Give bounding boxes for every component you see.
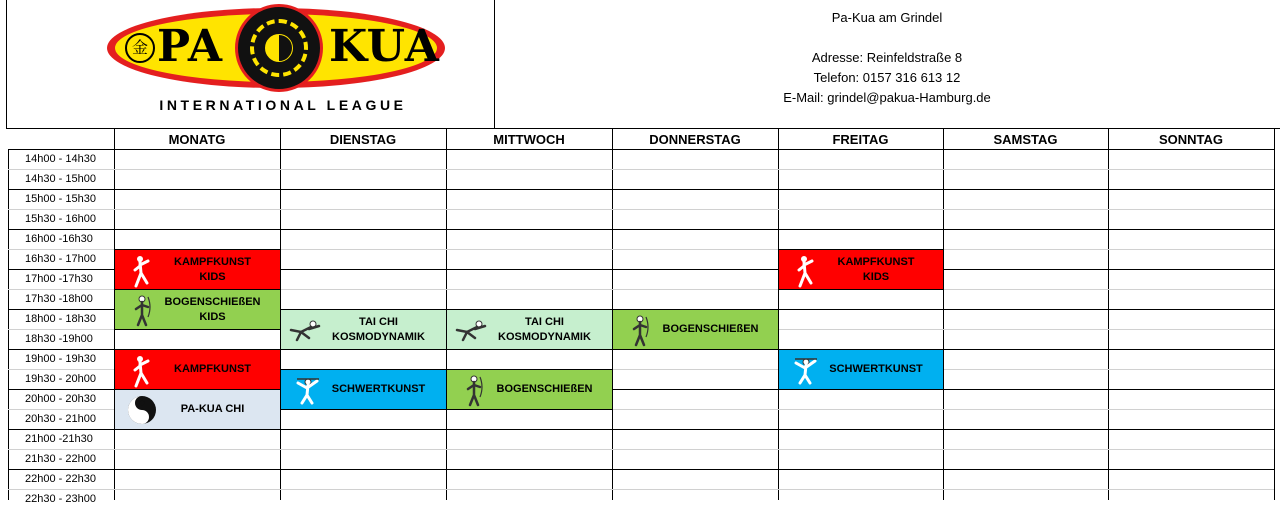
class-block-tai-chi-kosmodynamik[interactable] bbox=[446, 309, 613, 350]
class-name bbox=[155, 350, 270, 389]
grid-hline bbox=[8, 449, 1274, 450]
class-name-line: KOSMODYNAMIK bbox=[332, 330, 425, 343]
class-name-line: KAMPFKUNST bbox=[174, 363, 251, 375]
grid-hline bbox=[8, 489, 1274, 490]
time-slot-label: 21h30 - 22h00 bbox=[25, 453, 96, 465]
time-slot-label: 17h00 -17h30 bbox=[25, 273, 93, 285]
martial-arts-figure-icon bbox=[127, 355, 157, 387]
class-block-bogenschie-en[interactable] bbox=[446, 369, 613, 410]
yin-yang-icon bbox=[265, 34, 293, 62]
logo-emblem-icon: 金 bbox=[125, 33, 155, 63]
class-name bbox=[155, 290, 270, 329]
time-slot-label: 16h30 - 17h00 bbox=[25, 253, 96, 265]
time-slot-label: 20h00 - 20h30 bbox=[25, 393, 96, 405]
day-header-freitag: FREITAG bbox=[832, 132, 889, 147]
time-slot-label: 20h30 - 21h00 bbox=[25, 413, 96, 425]
grid-vline bbox=[1108, 129, 1109, 500]
class-name bbox=[155, 390, 270, 429]
grid-vline bbox=[943, 129, 944, 500]
class-name bbox=[653, 310, 768, 349]
grid-header-line bbox=[8, 149, 1274, 150]
time-slot-label: 16h00 -16h30 bbox=[25, 233, 93, 245]
grid-hline bbox=[8, 189, 1274, 190]
time-slot-label: 22h00 - 22h30 bbox=[25, 473, 96, 485]
header bbox=[6, 0, 1280, 129]
class-name-line: SCHWERTKUNST bbox=[331, 383, 426, 395]
time-slot-label: 14h30 - 15h00 bbox=[25, 173, 96, 185]
contact-info bbox=[494, 0, 1280, 128]
class-name-line: BOGENSCHIEßEN bbox=[164, 295, 261, 308]
time-slot-label: 17h30 -18h00 bbox=[25, 293, 93, 305]
email[interactable]: E-Mail: grindel@pakua-Hamburg.de bbox=[783, 90, 991, 105]
day-header-sonntag: SONNTAG bbox=[1158, 132, 1224, 147]
time-slot-label: 14h00 - 14h30 bbox=[25, 153, 96, 165]
archer-figure-icon bbox=[625, 315, 655, 347]
class-name-line: KIDS bbox=[199, 310, 226, 323]
class-block-kampfkunst[interactable] bbox=[114, 349, 281, 390]
time-slot-label: 19h30 - 20h00 bbox=[25, 373, 96, 385]
day-header-samstag: SAMSTAG bbox=[993, 132, 1058, 147]
class-name bbox=[155, 250, 270, 289]
archer-figure-icon bbox=[127, 295, 157, 327]
time-slot-label: 15h00 - 15h30 bbox=[25, 193, 96, 205]
class-name-line: KIDS bbox=[199, 270, 226, 283]
time-slot-label: 18h30 -19h00 bbox=[25, 333, 93, 345]
class-block-tai-chi-kosmodynamik[interactable] bbox=[280, 309, 447, 350]
day-header-mittwoch: MITTWOCH bbox=[493, 132, 565, 147]
class-name-line: BOGENSCHIEßEN bbox=[662, 323, 759, 335]
grid-hline bbox=[8, 229, 1274, 230]
class-name-line: TAI CHI bbox=[525, 315, 564, 328]
class-name bbox=[819, 250, 933, 289]
class-name-line: KOSMODYNAMIK bbox=[498, 330, 591, 343]
class-name-line: KIDS bbox=[862, 270, 890, 283]
phone: Telefon: 0157 316 613 12 bbox=[813, 70, 961, 85]
class-name bbox=[487, 310, 602, 349]
tai-chi-figure-icon bbox=[453, 320, 489, 342]
class-name-line: PA-KUA CHI bbox=[180, 403, 245, 415]
bagua-icon bbox=[235, 4, 323, 92]
grid-hline bbox=[8, 169, 1274, 170]
time-slot-label: 22h30 - 23h00 bbox=[25, 493, 96, 505]
class-block-kampfkunst-kids[interactable] bbox=[114, 249, 281, 290]
class-name bbox=[487, 370, 602, 409]
time-slot-label: 19h00 - 19h30 bbox=[25, 353, 96, 365]
day-header-dienstag: DIENSTAG bbox=[329, 132, 397, 147]
time-slot-label: 21h00 -21h30 bbox=[25, 433, 93, 445]
class-block-schwertkunst[interactable] bbox=[280, 369, 447, 410]
class-block-kampfkunst-kids[interactable] bbox=[778, 249, 944, 290]
logo-panel bbox=[6, 0, 495, 128]
archer-figure-icon bbox=[459, 375, 489, 407]
sword-figure-icon bbox=[791, 355, 821, 387]
time-slot-label: 15h30 - 16h00 bbox=[25, 213, 96, 225]
class-name bbox=[321, 370, 436, 409]
martial-arts-figure-icon bbox=[791, 255, 821, 287]
class-block-schwertkunst[interactable] bbox=[778, 349, 944, 390]
class-name-line: SCHWERTKUNST bbox=[829, 363, 923, 375]
address: Adresse: Reinfeldstraße 8 bbox=[811, 50, 963, 65]
time-slot-label: 18h00 - 18h30 bbox=[25, 313, 96, 325]
class-block-bogenschie-en-kids[interactable] bbox=[114, 289, 281, 330]
school-name: Pa-Kua am Grindel bbox=[831, 10, 943, 25]
yin-yang-icon bbox=[127, 395, 157, 427]
class-name-line: KAMPFKUNST bbox=[837, 255, 915, 268]
tai-chi-figure-icon bbox=[287, 320, 323, 342]
logo-league-text: INTERNATIONAL LEAGUE bbox=[159, 97, 407, 113]
class-name bbox=[819, 350, 933, 389]
logo-word-right: KUA bbox=[329, 21, 440, 72]
class-block-pa-kua-chi[interactable] bbox=[114, 389, 281, 430]
grid-vline bbox=[1274, 129, 1275, 500]
class-name-line: TAI CHI bbox=[359, 315, 398, 328]
logo-word-left: PA bbox=[157, 21, 224, 72]
grid-hline bbox=[8, 209, 1274, 210]
class-name-line: KAMPFKUNST bbox=[174, 255, 251, 268]
sword-figure-icon bbox=[293, 375, 323, 407]
class-name-line: BOGENSCHIEßEN bbox=[496, 383, 593, 395]
martial-arts-figure-icon bbox=[127, 255, 157, 287]
class-block-bogenschie-en[interactable] bbox=[612, 309, 779, 350]
day-header-monatg: MONATG bbox=[168, 132, 226, 147]
grid-hline bbox=[8, 469, 1274, 470]
class-name bbox=[321, 310, 436, 349]
day-header-donnerstag: DONNERSTAG bbox=[649, 132, 741, 147]
